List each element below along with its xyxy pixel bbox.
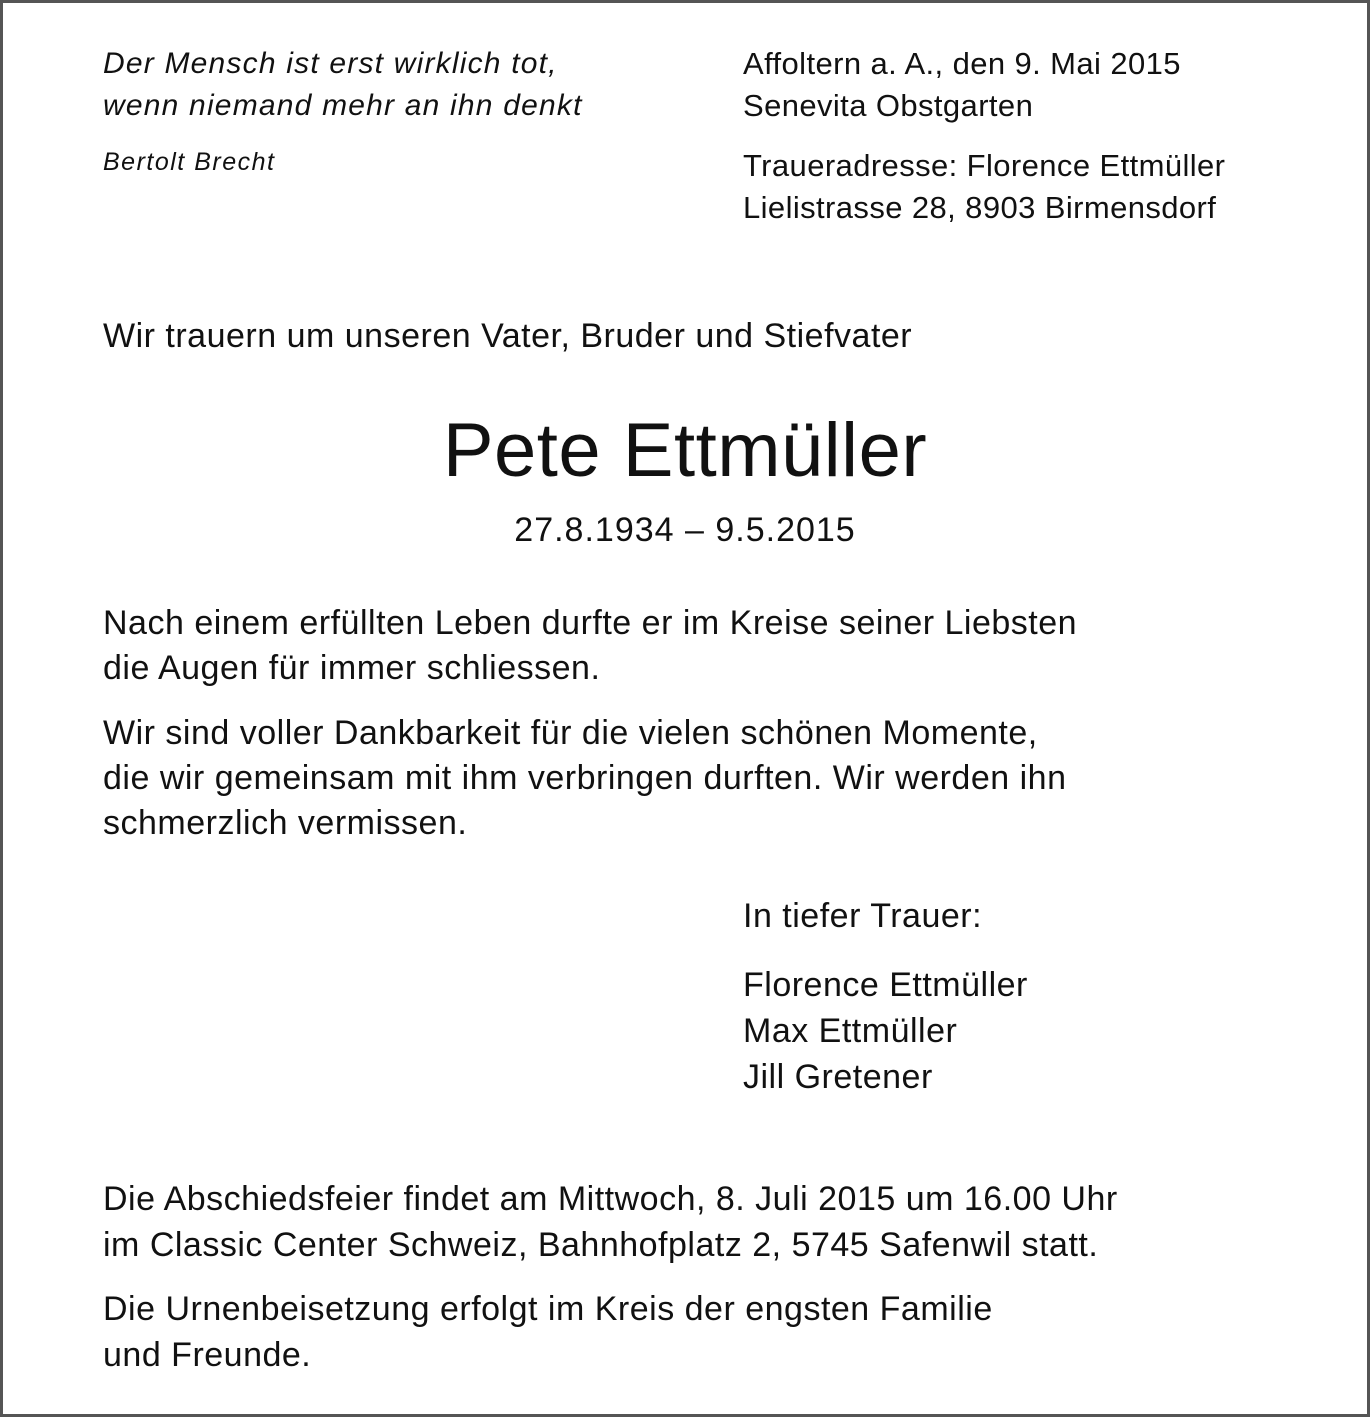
paragraph-1-line-1: Nach einem erfüllten Leben durfte er im Kreise seiner Liebsten [103,604,1078,642]
mourning-heading: In tiefer Trauer: [743,897,983,935]
mourning-address-line-2: Lielistrasse 28, 8903 Birmensdorf [743,190,1217,225]
burial-line-1: Die Urnenbeisetzung erfolgt im Kreis der engsten Familie [103,1290,993,1328]
deceased-name: Pete Ettmüller [442,408,928,493]
paragraph-2-line-3: schmerzlich vermissen. [103,804,468,842]
quote-line-2: wenn niemand mehr an ihn denkt [103,89,583,122]
paragraph-2-line-2: die wir gemeinsam mit ihm verbringen durften. Wir werden ihn [103,759,1067,797]
burial-line-2: und Freunde. [103,1336,312,1374]
paragraph-2-line-1: Wir sind voller Dankbarkeit für die vielen schönen Momente, [103,714,1038,752]
quote-author: Bertolt Brecht [103,148,276,176]
intro-text: Wir trauern um unseren Vater, Bruder und Stiefvater [103,317,913,355]
mourner-1: Florence Ettmüller [743,966,1028,1004]
quote-line-1: Der Mensch ist erst wirklich tot, [103,47,558,80]
paragraph-1-line-2: die Augen für immer schliessen. [103,649,601,687]
mourning-address-line-1: Traueradresse: Florence Ettmüller [743,148,1226,183]
place-date-line: Affoltern a. A., den 9. Mai 2015 [743,46,1181,81]
life-dates: 27.8.1934 – 9.5.2015 [514,511,856,549]
ceremony-line-2: im Classic Center Schweiz, Bahnhofplatz 2, 5745 Safenwil statt. [103,1226,1099,1264]
ceremony-line-1: Die Abschiedsfeier findet am Mittwoch, 8. Juli 2015 um 16.00 Uhr [103,1180,1118,1218]
mourner-3: Jill Gretener [743,1058,933,1096]
mourner-2: Max Ettmüller [743,1012,958,1050]
residence-line: Senevita Obstgarten [743,88,1034,123]
